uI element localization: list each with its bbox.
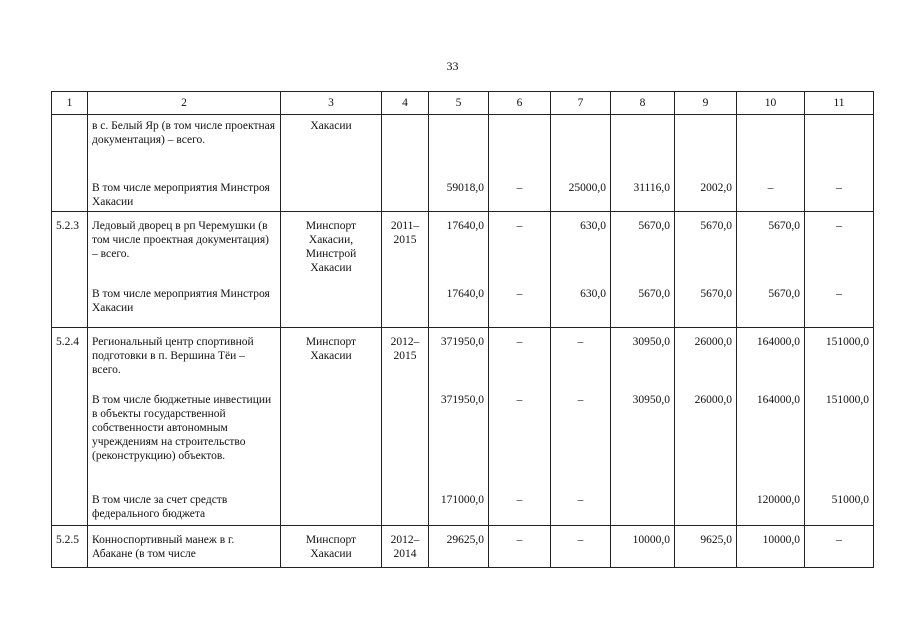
row-col6: – xyxy=(489,212,551,288)
row-code xyxy=(52,287,88,328)
row-col8 xyxy=(611,493,675,526)
row-col10: 5670,0 xyxy=(737,212,805,288)
table-row xyxy=(52,393,874,493)
table-row xyxy=(52,181,874,212)
row-col11: 151000,0 xyxy=(805,393,874,493)
row-executor: Минспорт Хакасии xyxy=(281,328,382,394)
row-col9 xyxy=(675,493,737,526)
row-col11: – xyxy=(805,526,874,568)
row-col7: 630,0 xyxy=(551,287,611,328)
table-row xyxy=(52,328,874,394)
row-period: 2012–2014 xyxy=(382,526,429,568)
row-period xyxy=(382,181,429,212)
row-code xyxy=(52,181,88,212)
row-executor: Минспорт Хакасии xyxy=(281,526,382,568)
row-col6: – xyxy=(489,328,551,394)
row-col7: – xyxy=(551,393,611,493)
row-col9: 26000,0 xyxy=(675,328,737,394)
column-header: 4 xyxy=(382,92,429,115)
column-header: 2 xyxy=(88,92,281,115)
row-col5: 59018,0 xyxy=(429,181,489,212)
row-col9: 5670,0 xyxy=(675,287,737,328)
row-col11: 151000,0 xyxy=(805,328,874,394)
row-name: Региональный центр спортивной подготовки в п. Вершина Тёи – всего. xyxy=(88,328,281,394)
row-col8: 31116,0 xyxy=(611,181,675,212)
row-col5 xyxy=(429,115,489,182)
row-executor: Хакасии xyxy=(281,115,382,182)
row-col5: 171000,0 xyxy=(429,493,489,526)
row-col5: 29625,0 xyxy=(429,526,489,568)
row-col9: 5670,0 xyxy=(675,212,737,288)
row-col11: – xyxy=(805,212,874,288)
table-row xyxy=(52,287,874,328)
row-period xyxy=(382,493,429,526)
row-executor xyxy=(281,287,382,328)
row-col9: 2002,0 xyxy=(675,181,737,212)
column-header: 8 xyxy=(611,92,675,115)
row-col10: 164000,0 xyxy=(737,328,805,394)
row-name: В том числе мероприятия Минстроя Хакасии xyxy=(88,181,281,212)
table-row xyxy=(52,526,874,568)
row-col10: 164000,0 xyxy=(737,393,805,493)
column-header: 10 xyxy=(737,92,805,115)
row-col6: – xyxy=(489,493,551,526)
row-executor xyxy=(281,181,382,212)
table-row xyxy=(52,493,874,526)
column-header: 6 xyxy=(489,92,551,115)
row-name: В том числе бюджетные инвестиции в объекты государственной собственности автономным учреждениям на строительство (реконструкцию) объектов. xyxy=(88,393,281,493)
column-header: 11 xyxy=(805,92,874,115)
row-executor xyxy=(281,393,382,493)
row-col8: 5670,0 xyxy=(611,212,675,288)
row-col11: 51000,0 xyxy=(805,493,874,526)
row-col6: – xyxy=(489,393,551,493)
row-col8: 5670,0 xyxy=(611,287,675,328)
row-period xyxy=(382,115,429,182)
row-col9: 26000,0 xyxy=(675,393,737,493)
row-col11: – xyxy=(805,181,874,212)
row-code xyxy=(52,393,88,493)
row-col6: – xyxy=(489,181,551,212)
row-col7 xyxy=(551,115,611,182)
row-col5: 17640,0 xyxy=(429,287,489,328)
column-header: 7 xyxy=(551,92,611,115)
column-header: 1 xyxy=(52,92,88,115)
row-col8: 10000,0 xyxy=(611,526,675,568)
row-executor: Минспорт Хакасии, Минстрой Хакасии xyxy=(281,212,382,288)
row-col7: 25000,0 xyxy=(551,181,611,212)
row-name: В том числе мероприятия Минстроя Хакасии xyxy=(88,287,281,328)
row-col11 xyxy=(805,115,874,182)
row-col8: 30950,0 xyxy=(611,393,675,493)
row-col6: – xyxy=(489,287,551,328)
row-name: Конноспортивный манеж в г. Абакане (в том числе xyxy=(88,526,281,568)
row-code: 5.2.3 xyxy=(52,212,88,288)
row-period: 2011–2015 xyxy=(382,212,429,288)
row-period xyxy=(382,287,429,328)
page-number: 33 xyxy=(446,59,459,73)
row-code: 5.2.5 xyxy=(52,526,88,568)
column-header: 9 xyxy=(675,92,737,115)
row-col10: – xyxy=(737,181,805,212)
row-col7: – xyxy=(551,493,611,526)
column-header: 3 xyxy=(281,92,382,115)
row-period xyxy=(382,393,429,493)
row-name: в с. Белый Яр (в том числе проектная документация) – всего. xyxy=(88,115,281,182)
row-col8 xyxy=(611,115,675,182)
column-header: 5 xyxy=(429,92,489,115)
row-name: Ледовый дворец в рп Черемушки (в том числе проектная документация) – всего. xyxy=(88,212,281,288)
row-col9 xyxy=(675,115,737,182)
row-col6: – xyxy=(489,526,551,568)
row-col8: 30950,0 xyxy=(611,328,675,394)
row-period: 2012–2015 xyxy=(382,328,429,394)
row-code xyxy=(52,493,88,526)
row-col5: 17640,0 xyxy=(429,212,489,288)
table-row xyxy=(52,212,874,288)
table-row xyxy=(52,115,874,182)
row-col9: 9625,0 xyxy=(675,526,737,568)
row-code: 5.2.4 xyxy=(52,328,88,394)
row-col7: 630,0 xyxy=(551,212,611,288)
row-col10: 10000,0 xyxy=(737,526,805,568)
row-col10: 5670,0 xyxy=(737,287,805,328)
row-col7: – xyxy=(551,526,611,568)
row-col10 xyxy=(737,115,805,182)
row-col10: 120000,0 xyxy=(737,493,805,526)
row-col5: 371950,0 xyxy=(429,328,489,394)
row-name: В том числе за счет средств федерального бюджета xyxy=(88,493,281,526)
row-col11: – xyxy=(805,287,874,328)
row-executor xyxy=(281,493,382,526)
row-col6 xyxy=(489,115,551,182)
row-col7: – xyxy=(551,328,611,394)
row-col5: 371950,0 xyxy=(429,393,489,493)
budget-table xyxy=(51,91,874,568)
row-code xyxy=(52,115,88,182)
header-row xyxy=(52,92,874,115)
